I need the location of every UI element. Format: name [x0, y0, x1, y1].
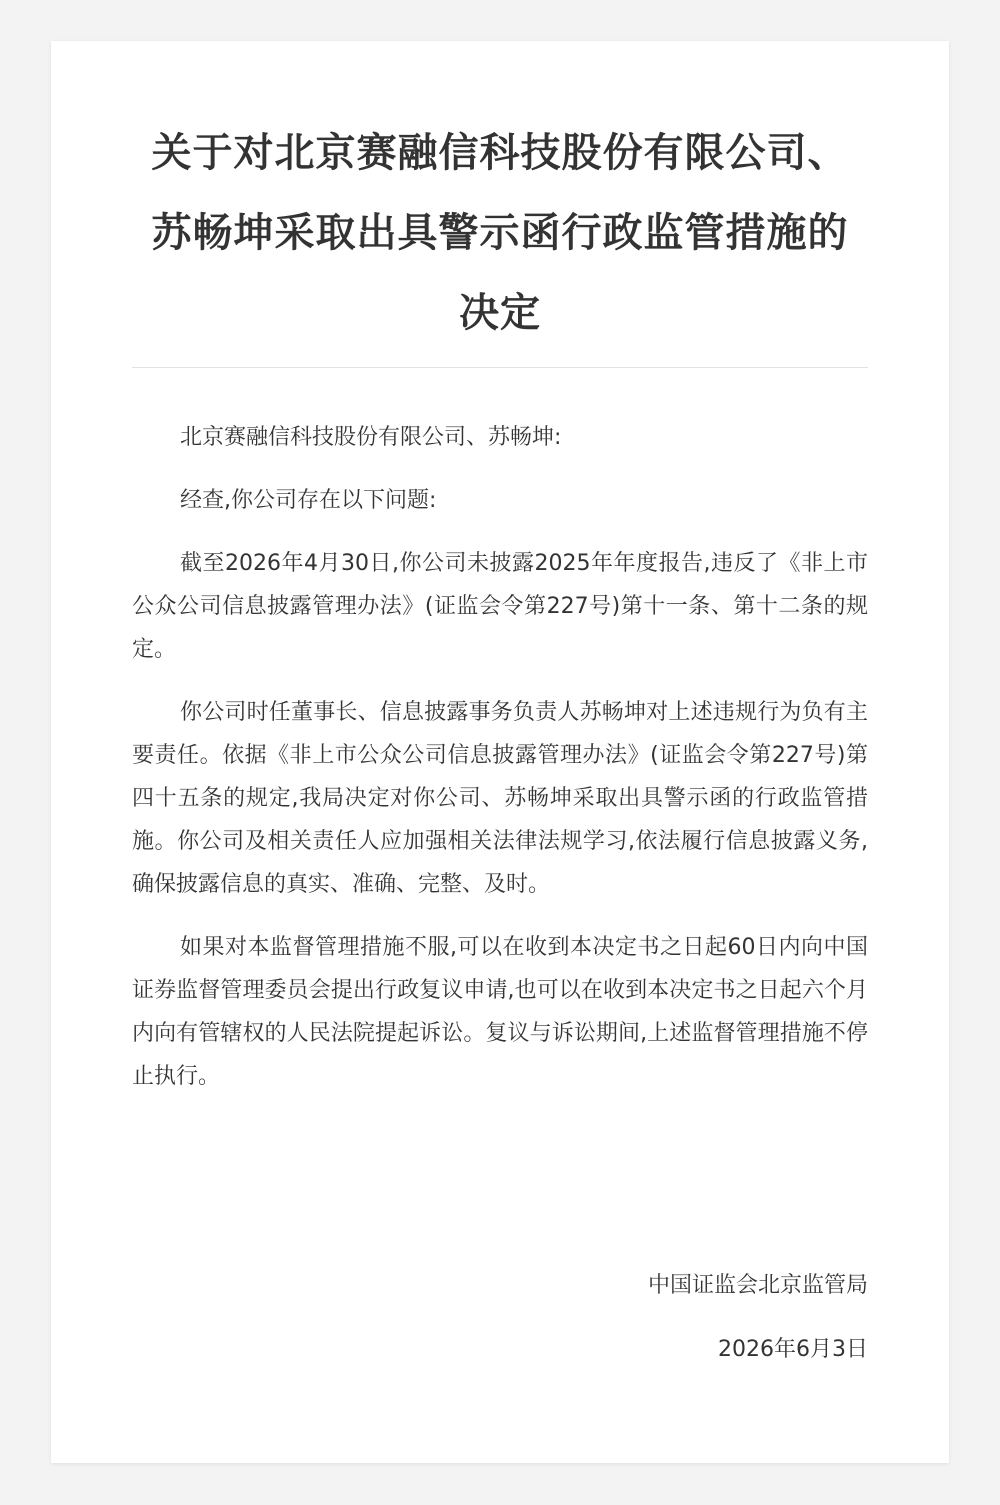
appeal-paragraph: 如果对本监督管理措施不服,可以在收到本决定书之日起60日内向中国证券监督管理委员会提出行政复议申请,也可以在收到本决定书之日起六个月内向有管辖权的人民法院提起诉讼。复议与诉讼期间,上述监督管理措施不停止执行。	[132, 935, 868, 1089]
decision-paragraph: 你公司时任董事长、信息披露事务负责人苏畅坤对上述违规行为负有主要责任。依据《非上市公众公司信息披露管理办法》(证监会令第227号)第四十五条的规定,我局决定对你公司、苏畅坤采取出具警示函的行政监管措施。你公司及相关责任人应加强相关法律法规学习,依法履行信息披露义务,确保披露信息的真实、准确、完整、及时。	[132, 700, 868, 897]
document-body	[132, 416, 868, 1098]
document-page	[51, 41, 949, 1463]
document-title: 关于对北京赛融信科技股份有限公司、苏畅坤采取出具警示函行政监管措施的决定	[151, 130, 849, 336]
violation-paragraph: 截至2026年4月30日,你公司未披露2025年年度报告,违反了《非上市公众公司信息披露管理办法》(证监会令第227号)第十一条、第十二条的规定。	[132, 551, 868, 662]
signature-block	[648, 1264, 868, 1392]
issue-date: 2026年6月3日	[718, 1337, 868, 1362]
issuer-name: 中国证监会北京监管局	[647, 1273, 868, 1298]
findings-intro-paragraph: 经查,你公司存在以下问题:	[180, 488, 437, 513]
addressee-paragraph: 北京赛融信科技股份有限公司、苏畅坤:	[180, 425, 562, 450]
title-divider	[132, 367, 868, 368]
